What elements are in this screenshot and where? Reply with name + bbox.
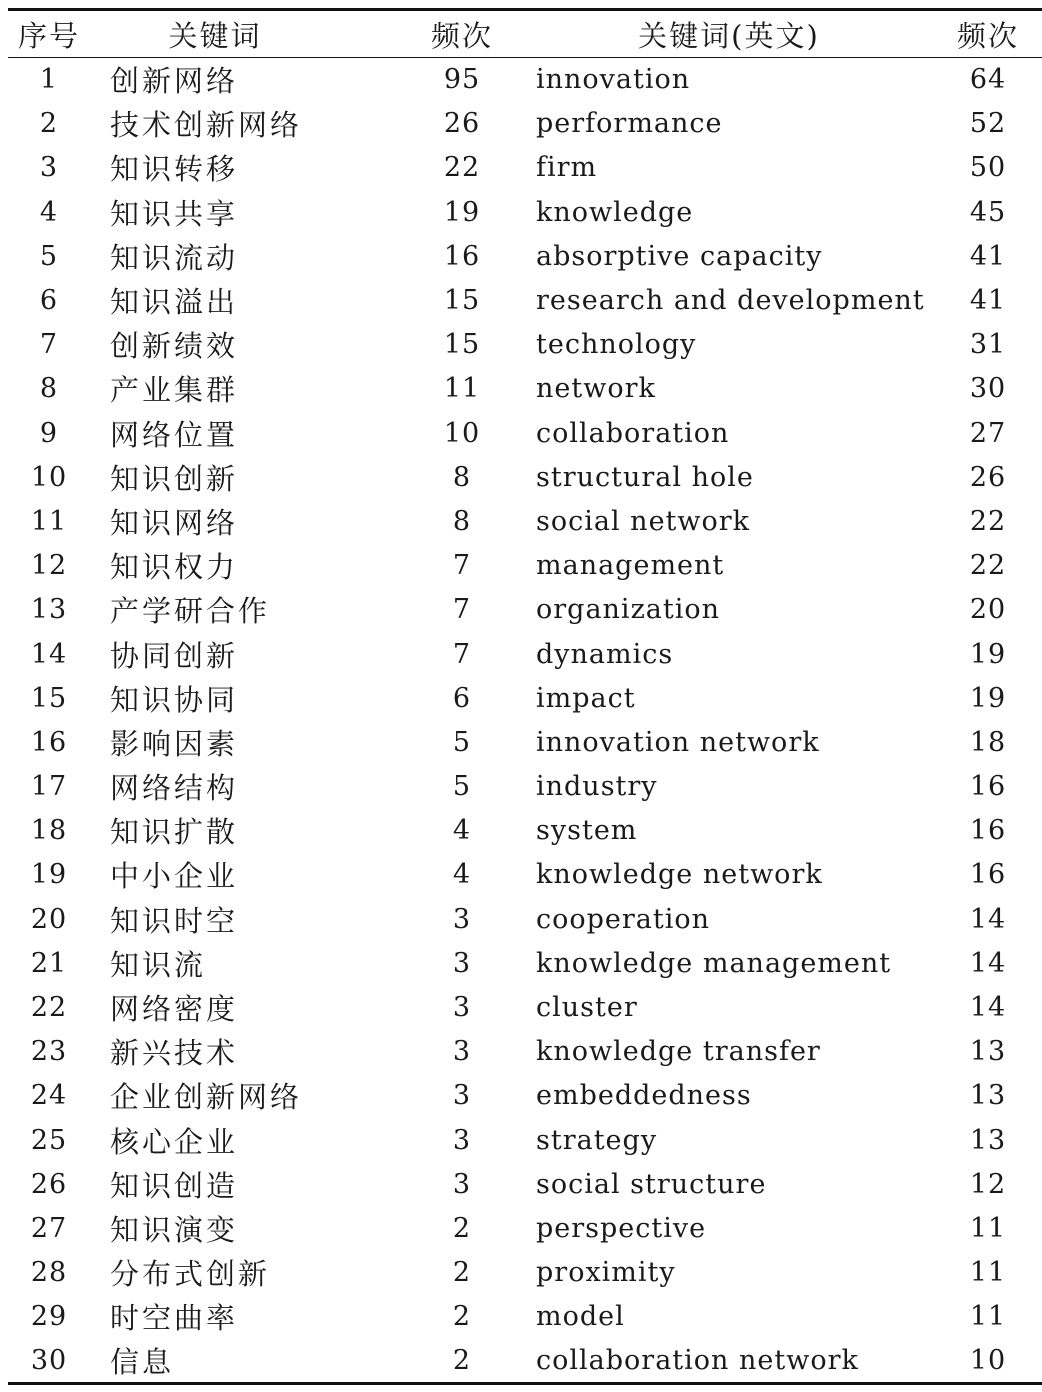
cell-frequency-chinese: 7 xyxy=(452,638,472,670)
cell-serial-number: 20 xyxy=(30,903,68,935)
table-row xyxy=(8,544,1042,588)
table-header xyxy=(8,10,1042,58)
cell-frequency-english: 13 xyxy=(969,1124,1007,1156)
table-row xyxy=(8,897,1042,941)
table-row xyxy=(8,367,1042,411)
cell-frequency-chinese: 19 xyxy=(443,196,481,228)
cell-serial-number: 7 xyxy=(39,329,59,361)
cell-keyword-english: structural hole xyxy=(536,461,754,493)
cell-keyword-chinese: 中小企业 xyxy=(110,859,239,894)
cell-serial-number: 30 xyxy=(8,1339,90,1383)
cell-frequency-chinese: 15 xyxy=(443,329,481,361)
cell-frequency-chinese: 8 xyxy=(452,461,472,493)
cell-frequency-english: 11 xyxy=(969,1301,1007,1333)
cell-keyword-chinese: 网络位置 xyxy=(110,417,239,452)
cell-serial-number: 13 xyxy=(30,594,68,626)
cell-frequency-chinese: 3 xyxy=(452,1080,472,1112)
cell-frequency-english: 14 xyxy=(969,992,1007,1024)
header-frequency-english: 频次 xyxy=(934,10,1042,58)
cell-frequency-english: 18 xyxy=(969,726,1007,758)
cell-frequency-chinese: 4 xyxy=(452,859,472,891)
cell-keyword-chinese: 时空曲率 xyxy=(110,1301,239,1336)
cell-serial-number: 3 xyxy=(39,152,59,184)
cell-frequency-english: 19 xyxy=(969,638,1007,670)
cell-serial-number: 5 xyxy=(39,240,59,272)
cell-serial-number: 26 xyxy=(30,1168,68,1200)
cell-frequency-chinese: 4 xyxy=(452,815,472,847)
cell-keyword-english: research and development xyxy=(536,285,925,317)
cell-frequency-chinese: 3 xyxy=(452,903,472,935)
cell-keyword-english: knowledge network xyxy=(536,859,823,891)
header-frequency-chinese: 频次 xyxy=(400,10,524,58)
table-row xyxy=(8,676,1042,720)
cell-keyword-english: collaboration network xyxy=(524,1339,934,1383)
cell-frequency-english: 26 xyxy=(969,461,1007,493)
cell-keyword-chinese: 知识演变 xyxy=(110,1212,239,1247)
cell-keyword-chinese: 技术创新网络 xyxy=(110,108,303,143)
cell-frequency-english: 22 xyxy=(969,505,1007,537)
cell-keyword-english: cooperation xyxy=(536,903,711,935)
header-serial-number: 序号 xyxy=(8,10,90,58)
cell-keyword-chinese: 企业创新网络 xyxy=(110,1080,303,1115)
cell-keyword-chinese: 知识协同 xyxy=(110,682,239,717)
cell-keyword-chinese: 知识时空 xyxy=(110,903,239,938)
cell-keyword-chinese: 知识权力 xyxy=(110,550,239,585)
cell-frequency-english: 13 xyxy=(969,1036,1007,1068)
cell-serial-number: 21 xyxy=(30,947,68,979)
cell-keyword-english: industry xyxy=(536,771,658,803)
table-row xyxy=(8,1251,1042,1295)
cell-serial-number: 27 xyxy=(30,1212,68,1244)
cell-frequency-english: 16 xyxy=(969,771,1007,803)
cell-frequency-english: 64 xyxy=(969,64,1007,96)
cell-frequency-chinese: 3 xyxy=(452,1124,472,1156)
cell-keyword-chinese: 知识扩散 xyxy=(110,815,239,850)
cell-keyword-chinese: 影响因素 xyxy=(110,726,239,761)
cell-frequency-chinese: 16 xyxy=(443,240,481,272)
cell-frequency-english: 22 xyxy=(969,550,1007,582)
cell-frequency-chinese: 3 xyxy=(452,1036,472,1068)
cell-keyword-english: proximity xyxy=(536,1257,676,1289)
table-row xyxy=(8,190,1042,234)
cell-frequency-english: 10 xyxy=(934,1339,1042,1383)
cell-frequency-chinese: 6 xyxy=(452,682,472,714)
table-row xyxy=(8,985,1042,1029)
cell-keyword-chinese: 产业集群 xyxy=(110,373,239,408)
cell-frequency-chinese: 8 xyxy=(452,505,472,537)
cell-frequency-english: 31 xyxy=(969,329,1007,361)
table-row xyxy=(8,1339,1042,1383)
cell-frequency-english: 52 xyxy=(969,108,1007,140)
cell-keyword-english: knowledge transfer xyxy=(536,1036,821,1068)
table-row xyxy=(8,455,1042,499)
cell-keyword-english: perspective xyxy=(536,1212,707,1244)
cell-keyword-english: embeddedness xyxy=(536,1080,752,1112)
table-body xyxy=(8,58,1042,1384)
header-row xyxy=(8,10,1042,58)
cell-keyword-english: network xyxy=(536,373,656,405)
cell-serial-number: 8 xyxy=(39,373,59,405)
cell-serial-number: 1 xyxy=(39,64,59,96)
cell-keyword-chinese: 知识创新 xyxy=(110,461,239,496)
cell-keyword-chinese: 核心企业 xyxy=(110,1124,239,1159)
cell-frequency-english: 12 xyxy=(969,1168,1007,1200)
cell-frequency-english: 30 xyxy=(969,373,1007,405)
cell-frequency-english: 50 xyxy=(969,152,1007,184)
table-row xyxy=(8,323,1042,367)
cell-frequency-chinese: 2 xyxy=(452,1257,472,1289)
cell-keyword-chinese: 创新网络 xyxy=(110,64,239,99)
cell-frequency-english: 16 xyxy=(969,859,1007,891)
cell-keyword-chinese: 信息 xyxy=(90,1339,400,1383)
cell-serial-number: 15 xyxy=(30,682,68,714)
cell-serial-number: 22 xyxy=(30,992,68,1024)
table-row xyxy=(8,1074,1042,1118)
keyword-frequency-table-container xyxy=(8,8,1019,1385)
cell-frequency-chinese: 2 xyxy=(452,1301,472,1333)
cell-frequency-chinese: 7 xyxy=(452,594,472,626)
cell-frequency-english: 20 xyxy=(969,594,1007,626)
table-row xyxy=(8,941,1042,985)
cell-frequency-english: 11 xyxy=(969,1212,1007,1244)
table-row xyxy=(8,588,1042,632)
header-keyword-english: 关键词(英文) xyxy=(524,10,934,58)
cell-keyword-english: cluster xyxy=(536,992,638,1024)
cell-keyword-chinese: 知识转移 xyxy=(110,152,239,187)
cell-keyword-english: innovation network xyxy=(536,726,820,758)
table-row xyxy=(8,632,1042,676)
table-row xyxy=(8,720,1042,764)
cell-keyword-english: performance xyxy=(536,108,723,140)
table-row xyxy=(8,1206,1042,1250)
cell-serial-number: 18 xyxy=(30,815,68,847)
cell-frequency-chinese: 11 xyxy=(443,373,481,405)
cell-keyword-english: absorptive capacity xyxy=(536,240,823,272)
cell-frequency-english: 13 xyxy=(969,1080,1007,1112)
cell-keyword-english: social network xyxy=(536,505,751,537)
cell-serial-number: 25 xyxy=(30,1124,68,1156)
cell-serial-number: 16 xyxy=(30,726,68,758)
cell-serial-number: 4 xyxy=(39,196,59,228)
cell-serial-number: 11 xyxy=(30,505,68,537)
cell-keyword-english: knowledge xyxy=(536,196,694,228)
cell-frequency-chinese: 3 xyxy=(452,992,472,1024)
table-row xyxy=(8,853,1042,897)
cell-keyword-english: dynamics xyxy=(536,638,674,670)
keyword-frequency-table xyxy=(8,8,1042,1385)
table-row xyxy=(8,499,1042,543)
cell-frequency-chinese: 2 xyxy=(452,1212,472,1244)
table-row xyxy=(8,58,1042,102)
cell-keyword-english: firm xyxy=(536,152,598,184)
cell-keyword-english: organization xyxy=(536,594,721,626)
cell-serial-number: 29 xyxy=(30,1301,68,1333)
table-row xyxy=(8,102,1042,146)
cell-frequency-chinese: 2 xyxy=(400,1339,524,1383)
cell-keyword-chinese: 知识流动 xyxy=(110,240,239,275)
cell-frequency-english: 16 xyxy=(969,815,1007,847)
table-row xyxy=(8,1162,1042,1206)
cell-keyword-english: social structure xyxy=(536,1168,767,1200)
cell-keyword-chinese: 知识网络 xyxy=(110,505,239,540)
cell-frequency-chinese: 95 xyxy=(443,64,481,96)
cell-keyword-chinese: 知识流 xyxy=(110,947,207,982)
cell-serial-number: 17 xyxy=(30,771,68,803)
cell-frequency-chinese: 26 xyxy=(443,108,481,140)
cell-serial-number: 9 xyxy=(39,417,59,449)
cell-keyword-chinese: 网络结构 xyxy=(110,771,239,806)
cell-keyword-english: strategy xyxy=(536,1124,658,1156)
table-row xyxy=(8,1295,1042,1339)
cell-keyword-english: innovation xyxy=(536,64,691,96)
cell-frequency-chinese: 3 xyxy=(452,947,472,979)
cell-keyword-chinese: 分布式创新 xyxy=(110,1257,271,1292)
cell-serial-number: 23 xyxy=(30,1036,68,1068)
table-row xyxy=(8,278,1042,322)
cell-frequency-chinese: 5 xyxy=(452,726,472,758)
cell-keyword-chinese: 新兴技术 xyxy=(110,1036,239,1071)
cell-serial-number: 28 xyxy=(30,1257,68,1289)
table-row xyxy=(8,1030,1042,1074)
cell-frequency-chinese: 10 xyxy=(443,417,481,449)
table-row xyxy=(8,234,1042,278)
cell-keyword-english: system xyxy=(536,815,638,847)
cell-keyword-chinese: 协同创新 xyxy=(110,638,239,673)
cell-frequency-english: 19 xyxy=(969,682,1007,714)
cell-frequency-english: 11 xyxy=(969,1257,1007,1289)
cell-frequency-english: 41 xyxy=(969,240,1007,272)
table-row xyxy=(8,765,1042,809)
table-row xyxy=(8,411,1042,455)
cell-serial-number: 19 xyxy=(30,859,68,891)
cell-frequency-chinese: 15 xyxy=(443,285,481,317)
header-keyword-chinese: 关键词 xyxy=(90,10,400,58)
cell-frequency-chinese: 3 xyxy=(452,1168,472,1200)
cell-serial-number: 24 xyxy=(30,1080,68,1112)
cell-keyword-english: technology xyxy=(536,329,697,361)
cell-serial-number: 12 xyxy=(30,550,68,582)
table-row xyxy=(8,809,1042,853)
cell-keyword-english: management xyxy=(536,550,725,582)
cell-keyword-english: knowledge management xyxy=(536,947,892,979)
cell-frequency-english: 41 xyxy=(969,285,1007,317)
cell-serial-number: 10 xyxy=(30,461,68,493)
cell-keyword-chinese: 知识溢出 xyxy=(110,285,239,320)
cell-keyword-english: impact xyxy=(536,682,636,714)
table-row xyxy=(8,146,1042,190)
cell-keyword-chinese: 知识共享 xyxy=(110,196,239,231)
cell-frequency-chinese: 22 xyxy=(443,152,481,184)
cell-frequency-english: 14 xyxy=(969,903,1007,935)
cell-keyword-chinese: 产学研合作 xyxy=(110,594,271,629)
cell-serial-number: 6 xyxy=(39,285,59,317)
cell-keyword-english: collaboration xyxy=(536,417,730,449)
cell-frequency-chinese: 7 xyxy=(452,550,472,582)
cell-keyword-chinese: 知识创造 xyxy=(110,1168,239,1203)
cell-frequency-english: 27 xyxy=(969,417,1007,449)
cell-keyword-chinese: 创新绩效 xyxy=(110,329,239,364)
cell-serial-number: 2 xyxy=(39,108,59,140)
cell-frequency-chinese: 5 xyxy=(452,771,472,803)
cell-frequency-english: 14 xyxy=(969,947,1007,979)
cell-keyword-english: model xyxy=(536,1301,625,1333)
table-row xyxy=(8,1118,1042,1162)
cell-keyword-chinese: 网络密度 xyxy=(110,992,239,1027)
cell-serial-number: 14 xyxy=(30,638,68,670)
cell-frequency-english: 45 xyxy=(969,196,1007,228)
